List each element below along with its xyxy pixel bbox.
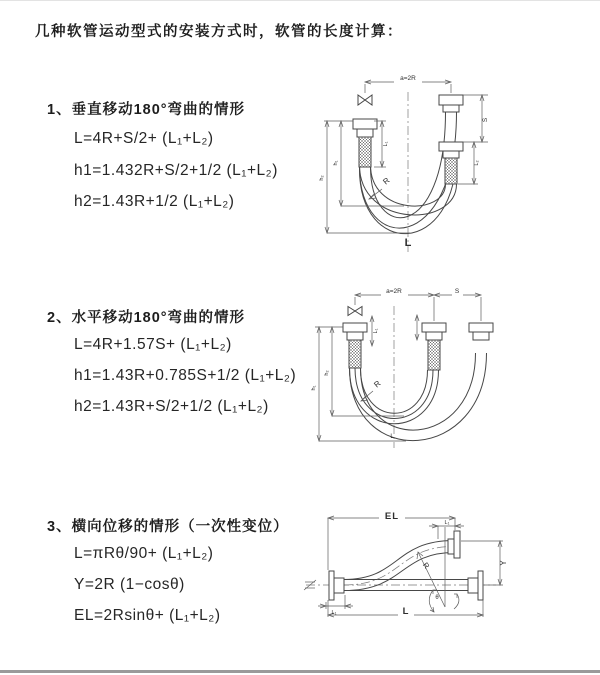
diagram-vertical-180-bend [308,66,588,264]
page-title: 几种软管运动型式的安装方式时，软管的长度计算： [35,24,403,40]
dimension-el [328,509,455,570]
dimension-s [463,95,489,142]
radius-label: R [381,175,392,187]
lower-right-flange [468,571,483,600]
section-3-heading: 3、横向位移的情形（一次性变位） [47,519,289,535]
valve-icon [348,307,362,316]
length-label: L [402,606,410,617]
middle-fitting [422,323,446,370]
page-bottom-rule [0,670,600,673]
theta-angle [429,590,459,612]
dimension-l [328,600,483,617]
dim-label-a2r: a=2R [400,75,416,82]
radius-label: R [420,560,432,571]
hose-curves [350,353,487,441]
radius-label: R [372,378,383,390]
dim-label-h2: h₂ [319,175,325,181]
dim-label-s: S [454,288,460,295]
radius-callout [417,527,445,607]
section-1-formula-h2: h2=1.43R+1/2 (L₁+L₂) [74,193,235,210]
section-1-formula-L: L=4R+S/2+ (L₁+L₂) [74,130,214,147]
section-2-heading: 2、水平移动180°弯曲的情形 [47,310,246,326]
left-fitting [353,119,377,167]
dimension-l1 [370,315,419,346]
section-3-formula-Y: Y=2R (1−cosθ) [74,576,185,593]
dim-label-y: Y [499,560,508,566]
diagram-horizontal-180-bend [306,278,594,466]
section-2-formula-L: L=4R+1.57S+ (L₁+L₂) [74,336,232,353]
section-3-formula-EL: EL=2Rsinθ+ (L₁+L₂) [74,607,221,624]
theta-label: θ [435,595,439,601]
left-flange [329,571,344,600]
dim-label-a2r: a=2R [386,288,402,295]
dim-label-l1: L₁ [373,328,379,334]
dim-label-h2: h₂ [324,370,330,376]
dim-label-h1: h₁ [333,160,339,166]
section-2-formula-h2: h2=1.43R+S/2+1/2 (L₁+L₂) [74,398,269,415]
diagram-lateral-displacement [298,494,600,664]
length-label: L [404,237,412,249]
left-fitting [343,323,367,368]
dim-label-l2: L₂ [474,160,480,166]
dimension-s [434,287,481,321]
dimension-a2r [355,287,434,321]
section-1-formula-h1: h1=1.432R+S/2+1/2 (L₁+L₂) [74,162,278,179]
section-3-formula-L: L=πRθ/90+ (L₁+L₂) [74,545,214,562]
section-2-formula-h1: h1=1.43R+0.785S+1/2 (L₁+L₂) [74,367,297,384]
page-top-rule [0,0,600,1]
upper-right-flange [448,531,460,558]
dim-label-h1: h₁ [311,385,317,391]
dim-label-el: EL [384,511,400,522]
dim-label-l1-top: L₁ [444,520,450,526]
section-1-heading: 1、垂直移动180°弯曲的情形 [47,102,246,118]
s-curve-hose [344,541,454,591]
dim-label-l1-bottom: L₁ [331,610,337,616]
right-fitting-lower [439,142,463,184]
dim-label-s: S [482,117,489,123]
right-fitting [469,323,493,340]
length-label: L [390,434,394,440]
dimension-l1-bottom [318,595,353,616]
valve-icon [358,95,372,105]
dimension-a2r [365,74,451,93]
dim-label-l1: L₁ [383,141,389,147]
right-fitting-upper [439,95,463,112]
